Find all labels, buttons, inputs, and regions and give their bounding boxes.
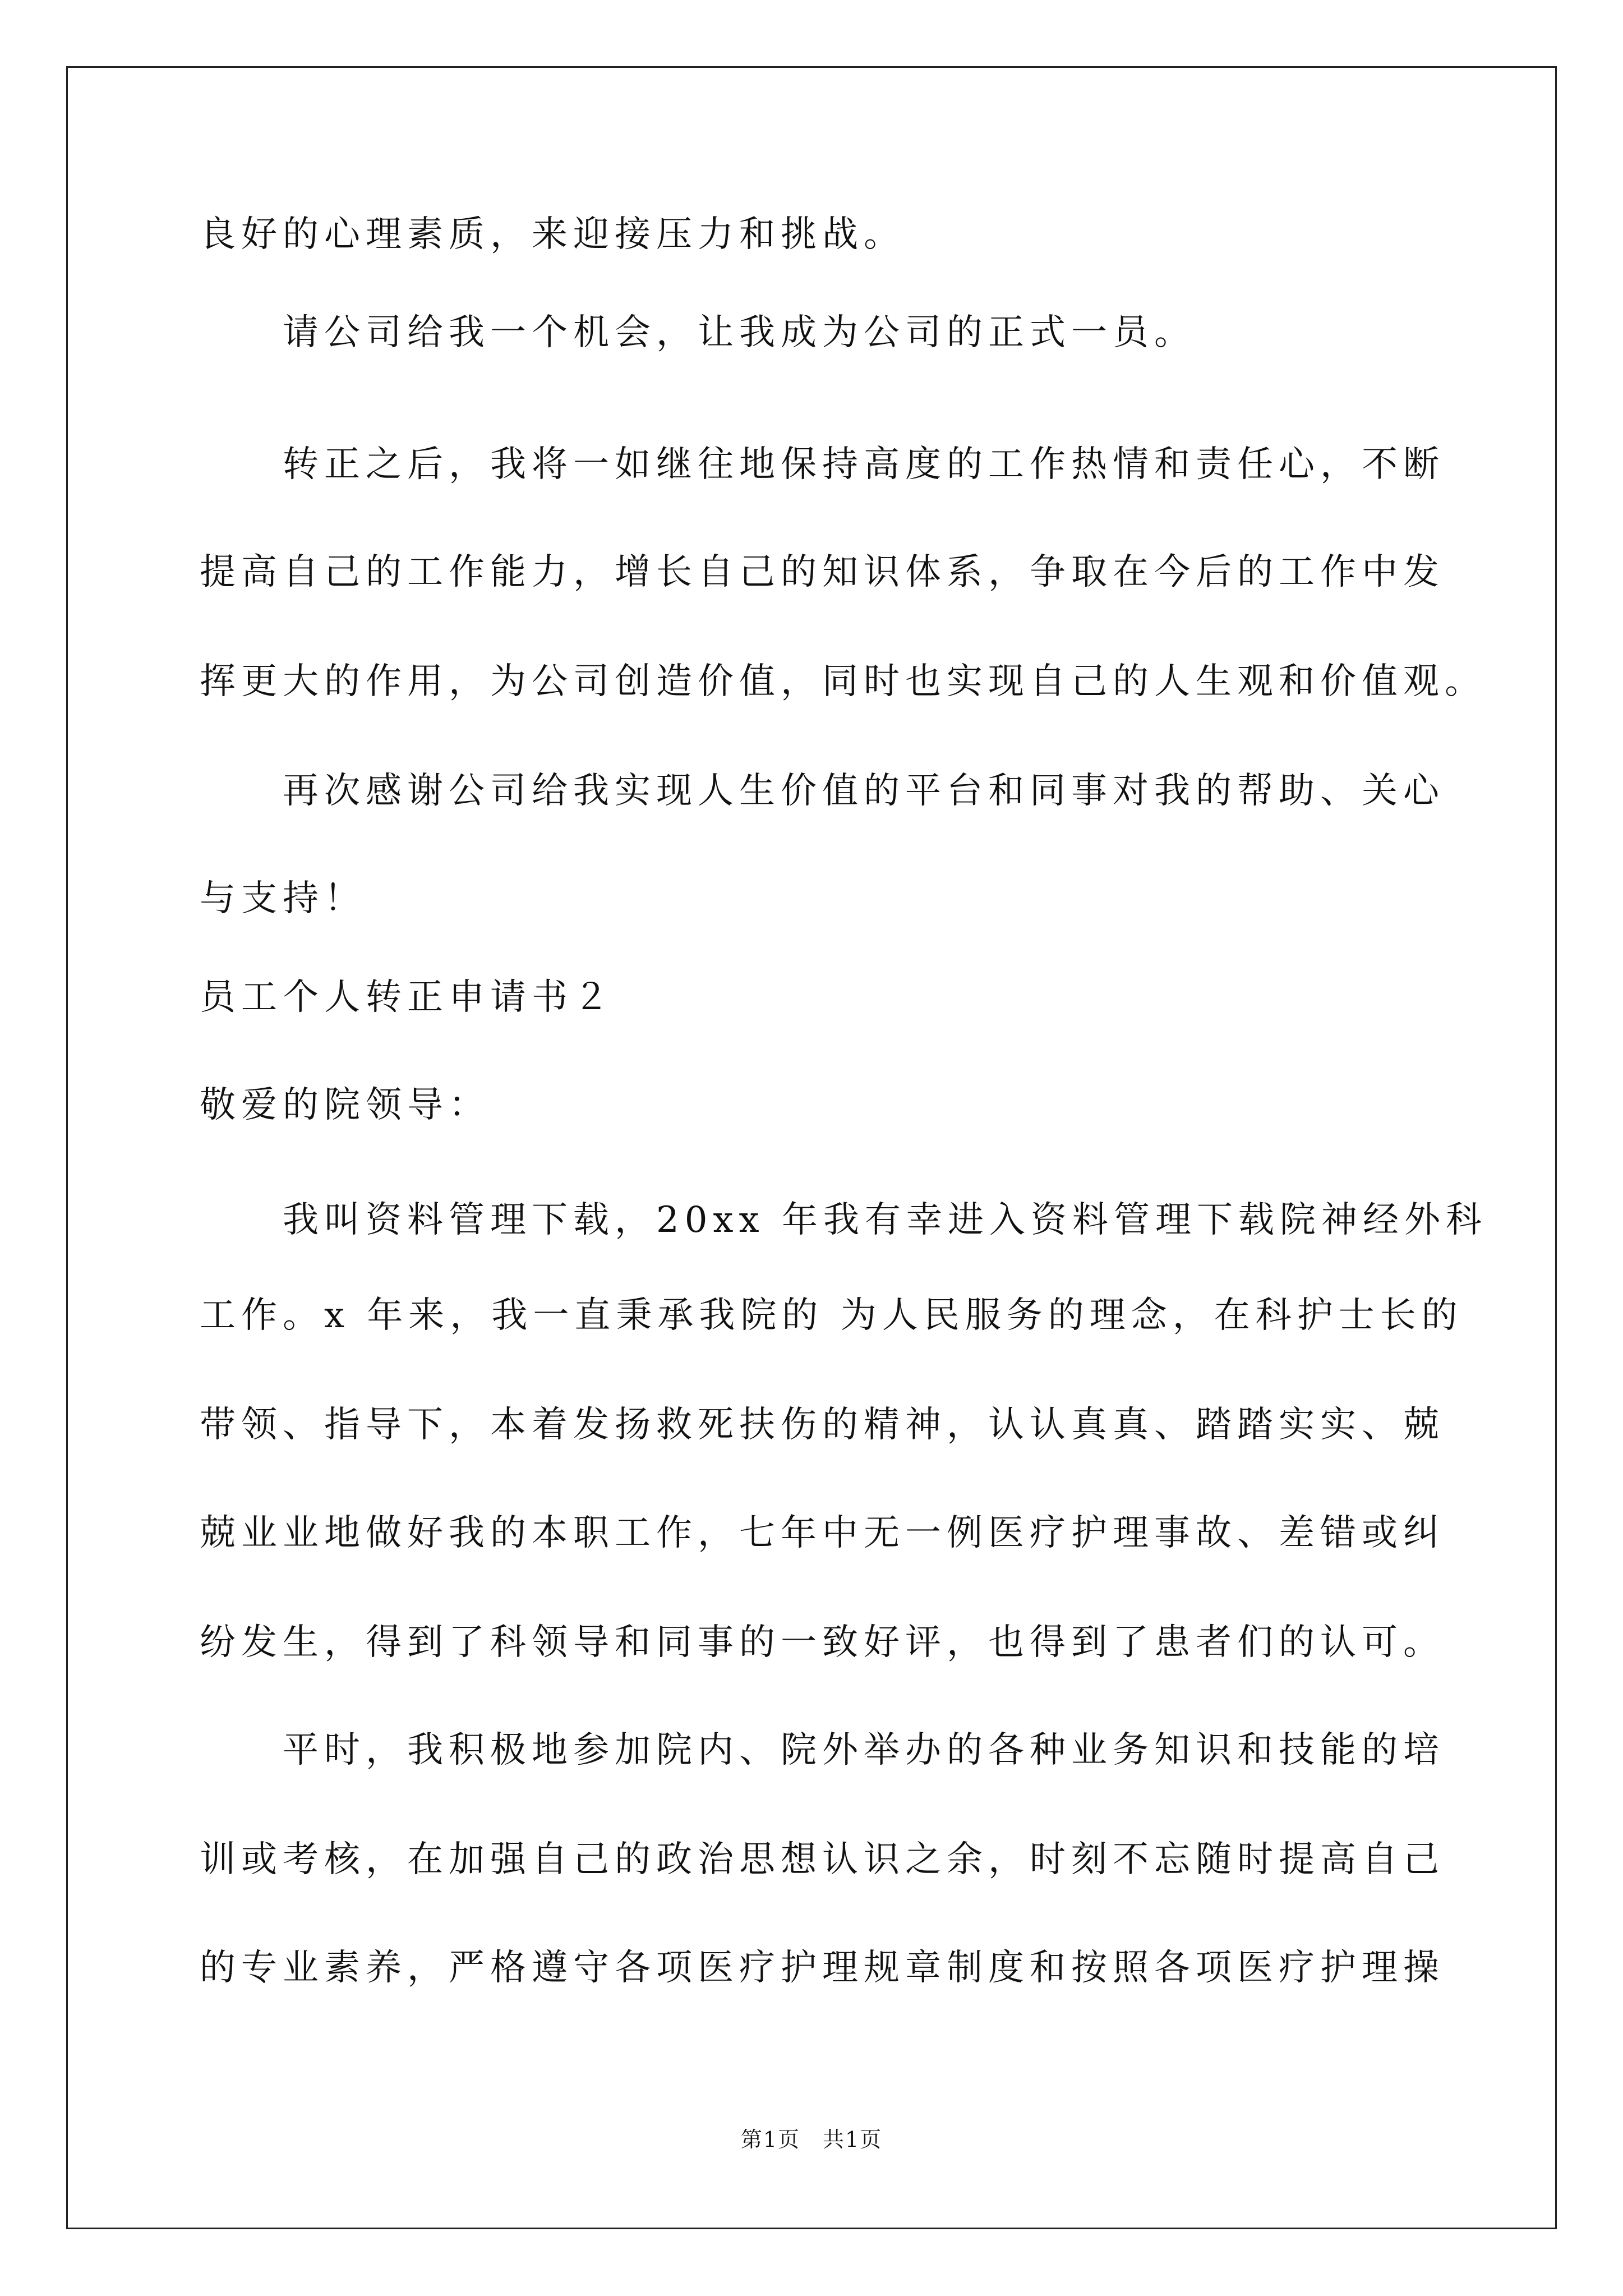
text-line: 挥更大的作用，为公司创造价值，同时也实现自己的人生观和价值观。 xyxy=(200,661,1486,702)
page-border xyxy=(66,66,1557,2229)
text-line: 提高自己的工作能力，增长自己的知识体系，争取在今后的工作中发 xyxy=(200,551,1445,593)
section-heading: 员工个人转正申请书２ xyxy=(200,977,615,1018)
text-line: 带领、指导下，本着发扬救死扶伤的精神，认认真真、踏踏实实、兢 xyxy=(200,1404,1445,1446)
text-line: 训或考核，在加强自己的政治思想认识之余，时刻不忘随时提高自己 xyxy=(200,1839,1445,1880)
text-line: 平时，我积极地参加院内、院外举办的各种业务知识和技能的培 xyxy=(283,1729,1445,1771)
page-total: 共1页 xyxy=(823,2127,883,2152)
text-line: 与支持！ xyxy=(200,878,366,919)
salutation: 敬爱的院领导： xyxy=(200,1084,490,1126)
text-line: 的专业素养，严格遵守各项医疗护理规章制度和按照各项医疗护理操 xyxy=(200,1947,1445,1989)
page-footer xyxy=(0,2126,1623,2153)
text-line: 我叫资料管理下载，20xx 年我有幸进入资料管理下载院神经外科 xyxy=(283,1199,1487,1241)
text-line: 转正之后，我将一如继往地保持高度的工作热情和责任心，不断 xyxy=(283,444,1445,485)
text-line: 良好的心理素质，来迎接压力和挑战。 xyxy=(200,214,905,255)
text-line: 再次感谢公司给我实现人生价值的平台和同事对我的帮助、关心 xyxy=(283,770,1445,812)
text-line: 工作。x 年来，我一直秉承我院的 为人民服务的理念，在科护士长的 xyxy=(200,1295,1463,1336)
page-number: 第1页 xyxy=(740,2127,800,2152)
text-line: 纷发生，得到了科领导和同事的一致好评，也得到了患者们的认可。 xyxy=(200,1622,1445,1663)
text-line: 请公司给我一个机会，让我成为公司的正式一员。 xyxy=(283,312,1196,353)
text-line: 兢业业地做好我的本职工作，七年中无一例医疗护理事故、差错或纠 xyxy=(200,1512,1445,1554)
